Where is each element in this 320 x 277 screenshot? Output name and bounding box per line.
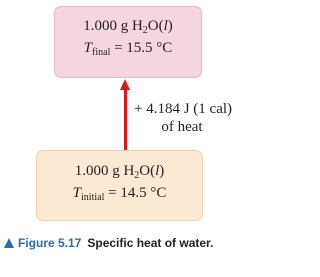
initial-phase: l [155,163,160,179]
initial-temp-subscript: initial [81,192,105,203]
final-mass-text-end: O( [147,18,164,34]
final-temperature-line [55,39,201,58]
heat-arrow-head [120,79,130,90]
initial-phase-close: ) [159,163,165,179]
heat-added-label [134,100,233,136]
initial-temperature-line [37,184,202,203]
figure-caption [4,236,213,250]
heat-arrow-shaft [124,90,127,150]
initial-state-box [36,150,203,221]
final-temp-value: = 15.5 °C [110,40,173,56]
final-phase: l [163,18,168,34]
initial-temp-value: = 14.5 °C [104,185,167,201]
triangle-icon [4,238,14,248]
final-state-box [54,6,202,78]
initial-temp-symbol: T [72,185,82,201]
initial-mass-subscript: 2 [134,170,140,181]
final-temp-symbol: T [83,40,93,56]
caption-text: Specific heat of water. [87,236,214,250]
figure-number: Figure 5.17 [18,236,82,250]
final-temp-subscript: final [92,47,111,58]
final-phase-close: ) [167,18,173,34]
initial-mass-line [37,162,202,181]
initial-mass-text: 1.000 g H [74,163,135,179]
final-mass-text: 1.000 g H [83,18,143,34]
heat-description: of heat [161,119,203,135]
initial-mass-text-end: O( [139,163,156,179]
heat-amount: + 4.184 J (1 cal) [134,101,233,117]
final-mass-subscript: 2 [142,25,148,36]
final-mass-line [55,17,201,36]
